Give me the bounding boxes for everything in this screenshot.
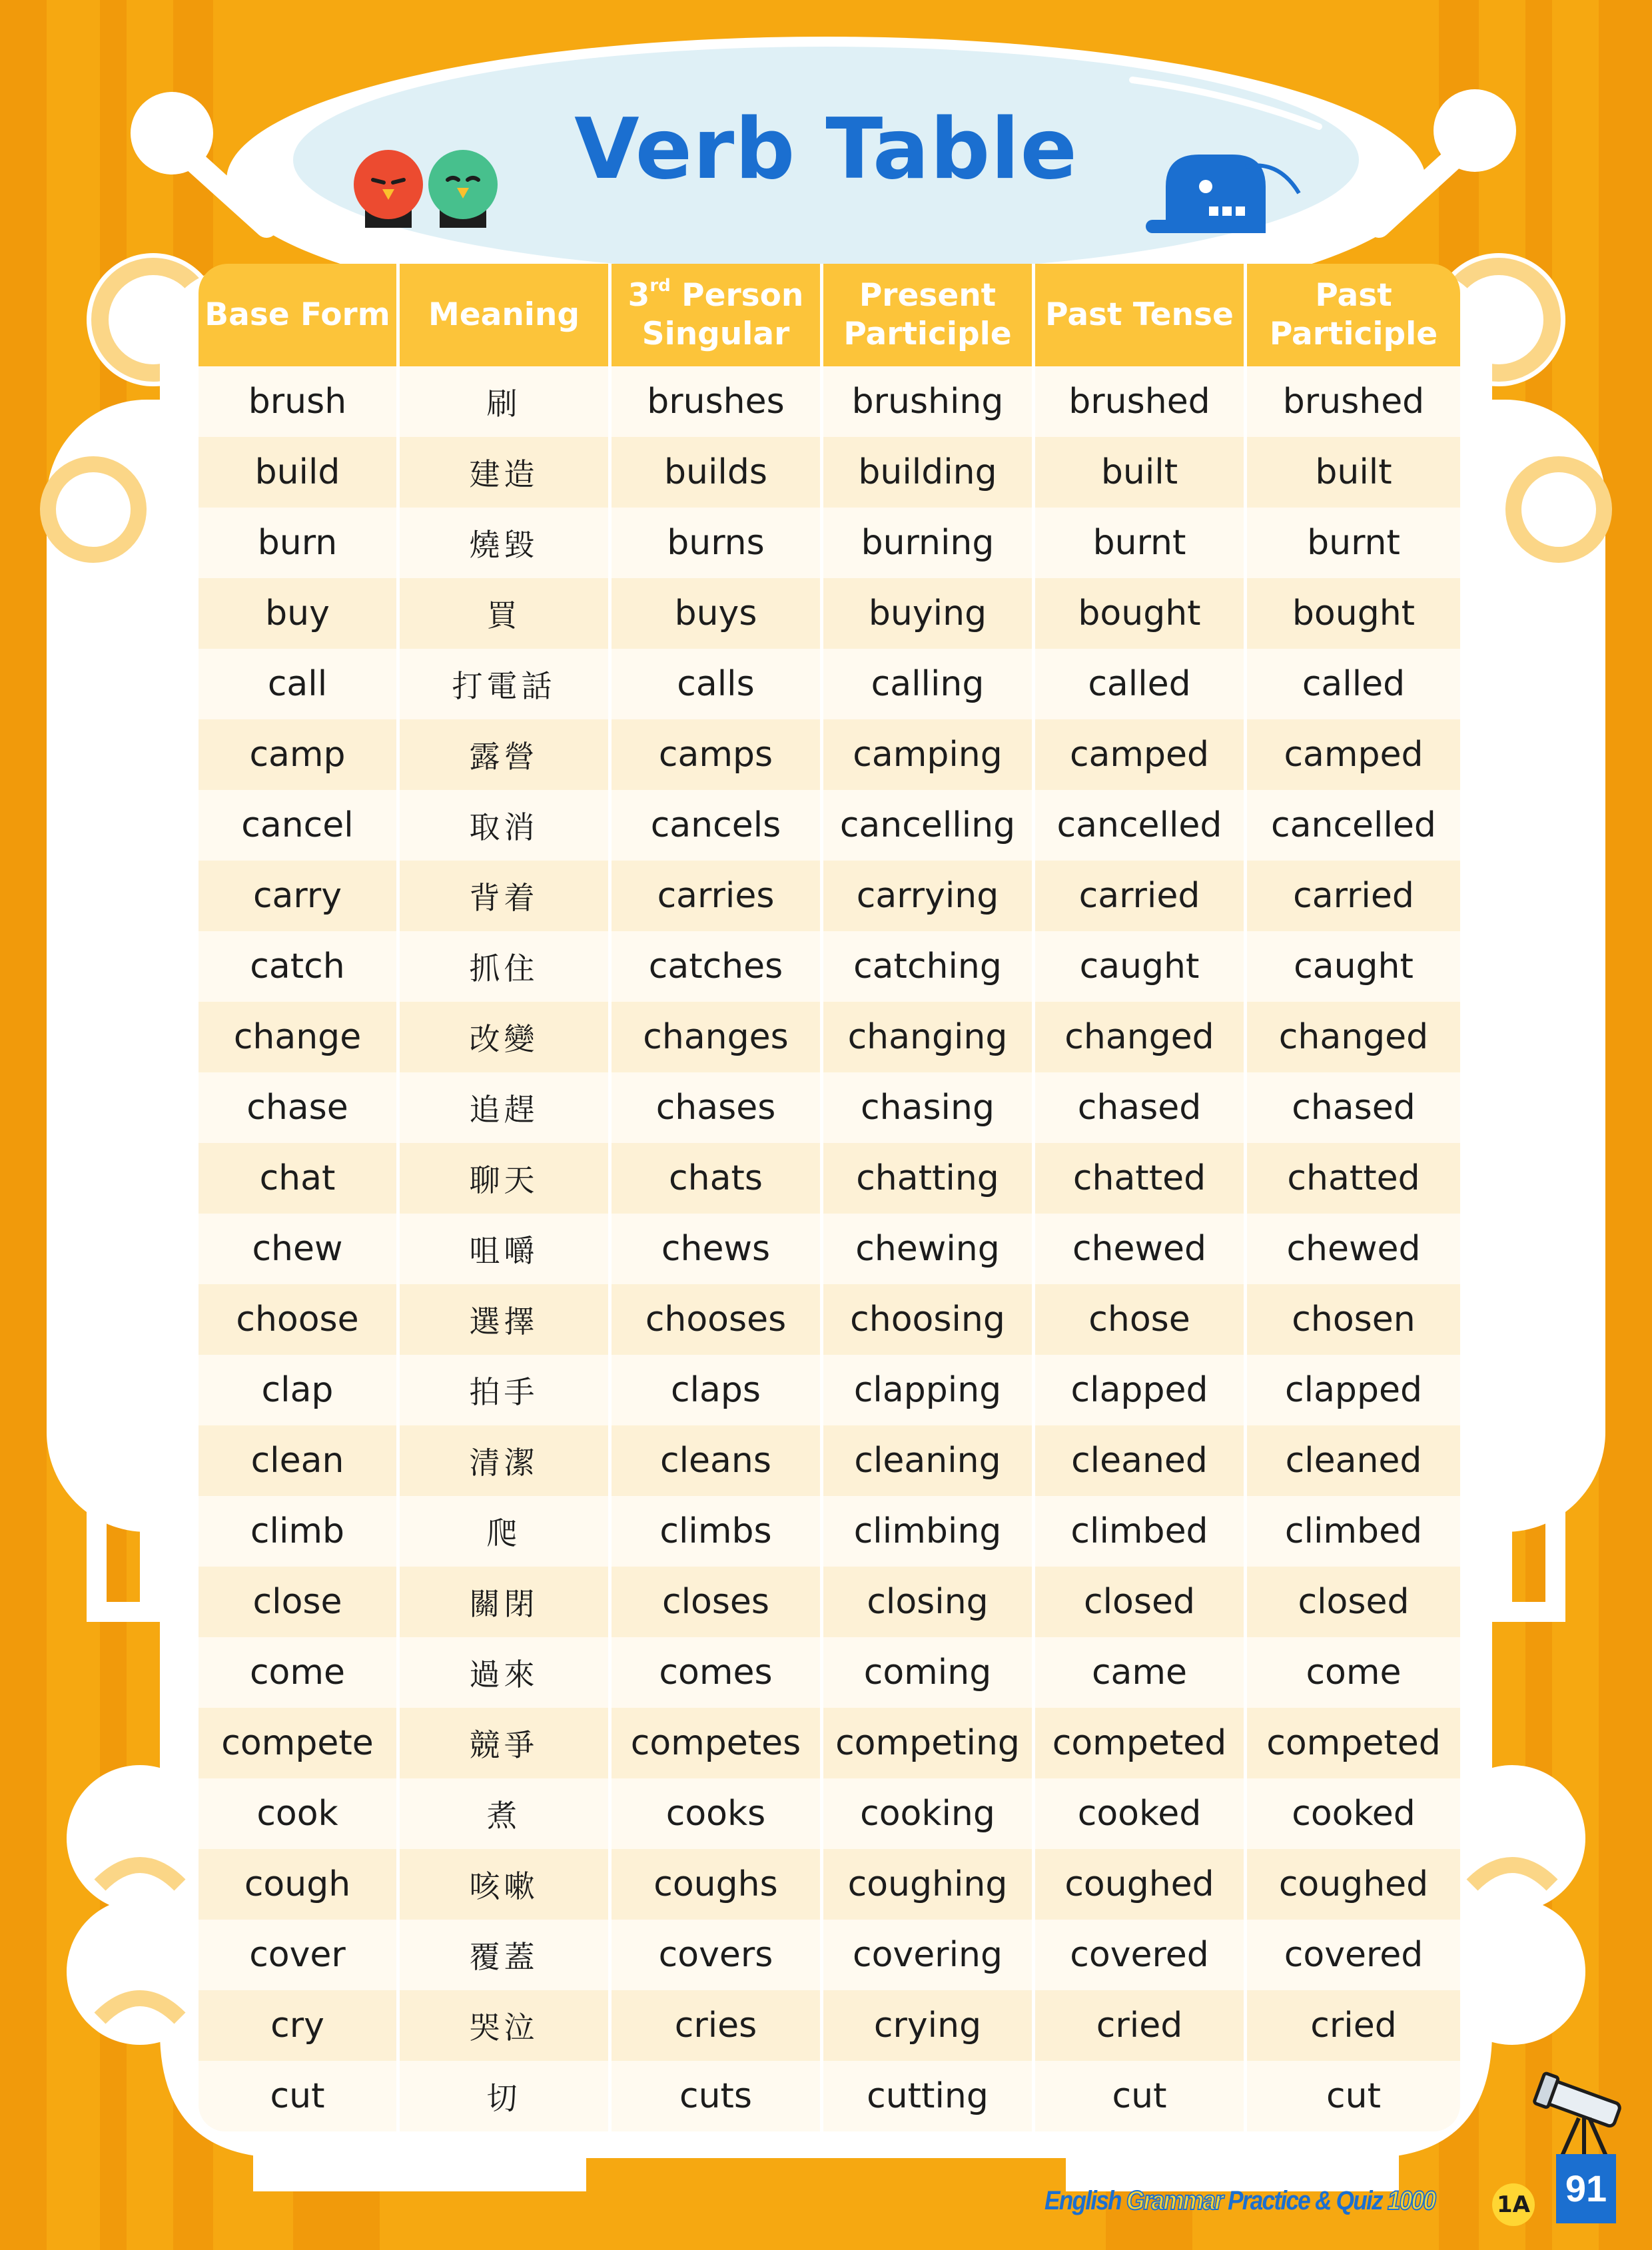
table-row [199,2061,1460,2131]
cell-third-person: closes [612,1567,823,1637]
table-row [199,649,1460,719]
cell-meaning: 選擇 [400,1284,612,1355]
cell-present-participle: cancelling [823,790,1035,861]
book-title-word: Grammar [1126,2186,1223,2215]
cell-present-participle: covering [823,1920,1035,1990]
cell-present-participle: cleaning [823,1425,1035,1496]
table-row [199,1284,1460,1355]
cell-past-participle: changed [1247,1002,1460,1072]
cell-past-participle: called [1247,649,1460,719]
cell-past-participle: clapped [1247,1355,1460,1425]
cell-third-person: buys [612,578,823,649]
cell-past-tense: built [1035,437,1247,508]
cell-past-participle: bought [1247,578,1460,649]
cell-meaning: 建造 [400,437,612,508]
cell-third-person: covers [612,1920,823,1990]
cell-meaning: 打電話 [400,649,612,719]
cell-past-tense: carried [1035,861,1247,931]
table-row [199,1567,1460,1637]
cell-past-tense: chatted [1035,1143,1247,1214]
cell-third-person: burns [612,508,823,578]
cell-present-participle: changing [823,1002,1035,1072]
cell-meaning: 競爭 [400,1708,612,1778]
cell-past-participle: chased [1247,1072,1460,1143]
header-label: 3rd Person [627,276,804,314]
cell-past-participle: chosen [1247,1284,1460,1355]
cell-present-participle: chasing [823,1072,1035,1143]
cell-third-person: changes [612,1002,823,1072]
cell-third-person: competes [612,1708,823,1778]
header-meaning [400,264,612,366]
table-row [199,366,1460,437]
cell-meaning: 清潔 [400,1425,612,1496]
table-row [199,1637,1460,1708]
table-row [199,1849,1460,1920]
cell-past-participle: camped [1247,719,1460,790]
cell-past-tense: changed [1035,1002,1247,1072]
cell-past-tense: climbed [1035,1496,1247,1567]
table-row [199,1355,1460,1425]
cell-past-tense: chewed [1035,1214,1247,1284]
cell-past-tense: burnt [1035,508,1247,578]
table-row [199,1990,1460,2061]
cell-meaning: 改變 [400,1002,612,1072]
cell-present-participle: camping [823,719,1035,790]
table-row [199,931,1460,1002]
table-row [199,1143,1460,1214]
cell-meaning: 拍手 [400,1355,612,1425]
header-label: Past Tense [1045,296,1234,333]
cell-base-form: carry [199,861,400,931]
cell-past-participle: chatted [1247,1143,1460,1214]
cell-base-form: close [199,1567,400,1637]
cell-base-form: cover [199,1920,400,1990]
table-row [199,508,1460,578]
cell-present-participle: burning [823,508,1035,578]
cell-past-tense: coughed [1035,1849,1247,1920]
cell-third-person: cuts [612,2061,823,2131]
cell-third-person: calls [612,649,823,719]
cell-third-person: chats [612,1143,823,1214]
cell-past-participle: cut [1247,2061,1460,2131]
cell-meaning: 覆蓋 [400,1920,612,1990]
cell-past-participle: chewed [1247,1214,1460,1284]
cell-third-person: catches [612,931,823,1002]
cell-past-tense: brushed [1035,366,1247,437]
cell-past-participle: cried [1247,1990,1460,2061]
cell-third-person: builds [612,437,823,508]
cell-present-participle: calling [823,649,1035,719]
cell-past-tense: chose [1035,1284,1247,1355]
cell-base-form: climb [199,1496,400,1567]
table-row [199,1708,1460,1778]
cell-meaning: 背着 [400,861,612,931]
cell-present-participle: clapping [823,1355,1035,1425]
cell-past-tense: cancelled [1035,790,1247,861]
cell-past-participle: competed [1247,1708,1460,1778]
cell-present-participle: carrying [823,861,1035,931]
cell-base-form: call [199,649,400,719]
cell-past-tense: clapped [1035,1355,1247,1425]
cell-present-participle: choosing [823,1284,1035,1355]
cell-past-participle: covered [1247,1920,1460,1990]
cell-base-form: compete [199,1708,400,1778]
cell-base-form: clap [199,1355,400,1425]
cell-base-form: chase [199,1072,400,1143]
cell-third-person: chews [612,1214,823,1284]
cell-meaning: 煮 [400,1778,612,1849]
cell-meaning: 哭泣 [400,1990,612,2061]
cell-present-participle: competing [823,1708,1035,1778]
cell-present-participle: crying [823,1990,1035,2061]
cell-base-form: cough [199,1849,400,1920]
cell-meaning: 爬 [400,1496,612,1567]
cell-present-participle: chatting [823,1143,1035,1214]
cell-base-form: cancel [199,790,400,861]
page-title: Verb Table [574,100,1078,198]
cell-past-participle: cleaned [1247,1425,1460,1496]
cell-meaning: 取消 [400,790,612,861]
cell-base-form: cry [199,1990,400,2061]
cell-past-tense: chased [1035,1072,1247,1143]
cell-past-tense: came [1035,1637,1247,1708]
cell-third-person: claps [612,1355,823,1425]
header-past-tense [1035,264,1247,366]
table-row [199,1214,1460,1284]
cell-present-participle: chewing [823,1214,1035,1284]
cell-past-participle: caught [1247,931,1460,1002]
table-row [199,1778,1460,1849]
cell-present-participle: building [823,437,1035,508]
cell-past-tense: cried [1035,1990,1247,2061]
cell-meaning: 刷 [400,366,612,437]
cell-present-participle: catching [823,931,1035,1002]
cell-meaning: 關閉 [400,1567,612,1637]
cell-past-tense: camped [1035,719,1247,790]
cell-meaning: 咳嗽 [400,1849,612,1920]
cell-past-tense: caught [1035,931,1247,1002]
table-row [199,861,1460,931]
table-row [199,719,1460,790]
header-label: Present [859,277,997,314]
table-row [199,1425,1460,1496]
table-row [199,790,1460,861]
table-row [199,1920,1460,1990]
cell-past-participle: cancelled [1247,790,1460,861]
cell-present-participle: cooking [823,1778,1035,1849]
cell-meaning: 露營 [400,719,612,790]
cell-past-participle: built [1247,437,1460,508]
header-past-participle [1247,264,1460,366]
book-title-word: Practice & Quiz [1228,2186,1382,2215]
cell-meaning: 抓住 [400,931,612,1002]
cell-meaning: 切 [400,2061,612,2131]
cell-third-person: coughs [612,1849,823,1920]
cell-past-participle: climbed [1247,1496,1460,1567]
cell-past-tense: called [1035,649,1247,719]
cell-past-tense: cleaned [1035,1425,1247,1496]
cell-base-form: chew [199,1214,400,1284]
cell-meaning: 聊天 [400,1143,612,1214]
cell-past-participle: burnt [1247,508,1460,578]
book-title-word: English [1044,2186,1121,2215]
cell-third-person: cancels [612,790,823,861]
cell-third-person: cries [612,1990,823,2061]
header-label: Meaning [428,296,580,333]
verb-table [199,264,1460,2131]
cell-past-participle: carried [1247,861,1460,931]
cell-past-participle: coughed [1247,1849,1460,1920]
cell-present-participle: climbing [823,1496,1035,1567]
page-number: 91 [1556,2154,1616,2223]
table-row [199,1002,1460,1072]
header-base-form [199,264,400,366]
cell-third-person: climbs [612,1496,823,1567]
telescope-icon [1532,2065,1632,2165]
book-title-word: 1000 [1387,2186,1436,2215]
cell-base-form: clean [199,1425,400,1496]
cell-base-form: cook [199,1778,400,1849]
table-row [199,437,1460,508]
cell-base-form: build [199,437,400,508]
header-present-participle [823,264,1035,366]
cell-third-person: cooks [612,1778,823,1849]
cell-base-form: chat [199,1143,400,1214]
cell-past-tense: bought [1035,578,1247,649]
cell-third-person: comes [612,1637,823,1708]
cell-third-person: cleans [612,1425,823,1496]
cell-third-person: chases [612,1072,823,1143]
cell-meaning: 過來 [400,1637,612,1708]
cell-present-participle: coughing [823,1849,1035,1920]
header-label: Base Form [205,296,390,333]
cell-present-participle: cutting [823,2061,1035,2131]
table-row [199,1072,1460,1143]
book-level-badge: 1A [1492,2183,1535,2226]
cell-past-tense: covered [1035,1920,1247,1990]
cell-past-tense: cut [1035,2061,1247,2131]
cell-base-form: cut [199,2061,400,2131]
cell-base-form: brush [199,366,400,437]
header-label: Participle [1269,316,1438,352]
cell-meaning: 咀嚼 [400,1214,612,1284]
cell-present-participle: closing [823,1567,1035,1637]
cell-past-participle: brushed [1247,366,1460,437]
cell-past-participle: cooked [1247,1778,1460,1849]
cell-third-person: camps [612,719,823,790]
cell-base-form: change [199,1002,400,1072]
book-title [1044,2186,1435,2216]
header-label: Past [1315,277,1392,314]
cell-past-tense: closed [1035,1567,1247,1637]
header-label: Singular [641,316,790,352]
header-row [199,264,1460,366]
header-third-person-singular [612,264,823,366]
cell-base-form: burn [199,508,400,578]
cell-past-participle: come [1247,1637,1460,1708]
cell-third-person: chooses [612,1284,823,1355]
cell-meaning: 買 [400,578,612,649]
cell-past-tense: competed [1035,1708,1247,1778]
cell-past-tense: cooked [1035,1778,1247,1849]
cell-present-participle: coming [823,1637,1035,1708]
cell-third-person: brushes [612,366,823,437]
cell-base-form: come [199,1637,400,1708]
cell-present-participle: brushing [823,366,1035,437]
cell-third-person: carries [612,861,823,931]
cell-present-participle: buying [823,578,1035,649]
header-label: Participle [843,316,1012,352]
cell-meaning: 追趕 [400,1072,612,1143]
cell-base-form: catch [199,931,400,1002]
table-row [199,1496,1460,1567]
cell-base-form: choose [199,1284,400,1355]
cell-base-form: camp [199,719,400,790]
cell-past-participle: closed [1247,1567,1460,1637]
cell-base-form: buy [199,578,400,649]
table-row [199,578,1460,649]
cell-meaning: 燒毀 [400,508,612,578]
